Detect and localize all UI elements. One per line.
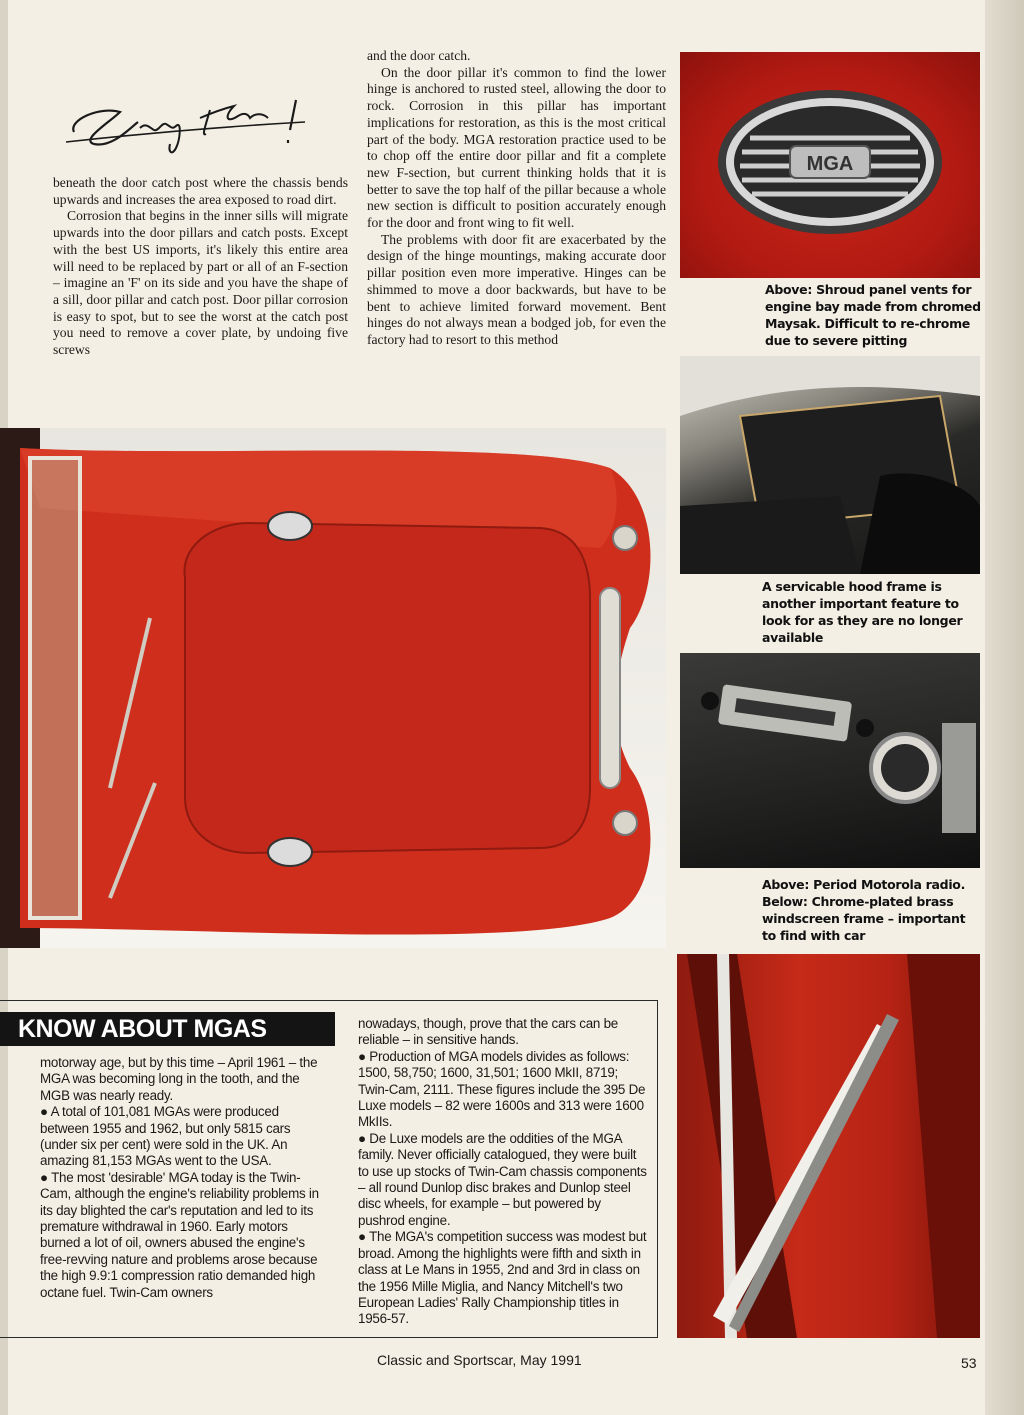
box-paragraph: nowadays, though, prove that the cars can be reliable – in sensitive hands.	[358, 1016, 618, 1048]
publication-footer: Classic and Sportscar, May 1991	[377, 1352, 582, 1368]
photo-motorola-radio	[680, 653, 980, 868]
mga-badge: MGA	[806, 153, 854, 175]
article-paragraph: beneath the door catch post where the chassis bends upwards and increases the area exposed to road dirt.	[53, 175, 348, 207]
page-bleed-right	[985, 0, 1024, 1415]
article-paragraph: On the door pillar it's common to find the lower hinge is anchored to rusted steel, allowing the door to rock. Corrosion in this pillar has important implications for restoration, as this is the most critical part of the body. MGA restoration practice used to be to chop off the entire door pillar and fit a complete new F-section, but current thinking holds that it is better to save the top half of the pillar because a whole new section is difficult to position accurately enough for the door and front wing to fit well.	[367, 64, 666, 231]
box-paragraph: ● Production of MGA models divides as follows: 1500, 58,750; 1600, 31,501; 1600 MkII, 8719; Twin-Cam, 2111. These figures include the 395 De Luxe models – 82 were 1600s and 313 were 1600 MkIIs.	[358, 1048, 646, 1130]
caption-vent: Above: Shroud panel vents for engine bay made from chromed Maysak. Difficult to re-chrome due to severe pitting	[765, 282, 981, 348]
box-column-right	[358, 1016, 650, 1328]
article-paragraph: and the door catch.	[367, 48, 471, 63]
box-paragraph: ● A total of 101,081 MGAs were produced between 1955 and 1962, but only 5815 cars (under six per cent) were sold in the UK. An amazing 81,153 MGAs went to the USA.	[40, 1104, 291, 1169]
box-column-left	[40, 1055, 330, 1301]
photo-shroud-vent	[680, 52, 980, 278]
article-column-middle	[367, 48, 666, 349]
article-column-left	[53, 175, 348, 359]
box-paragraph: motorway age, but by this time – April 1961 – the MGA was becoming long in the tooth, and the MGB was nearly ready.	[40, 1055, 318, 1103]
caption-radio: Above: Period Motorola radio. Below: Chrome-plated brass windscreen frame – important to find with car	[762, 877, 966, 943]
box-paragraph: ● The MGA's competition success was modest but broad. Among the highlights were fifth and sixth in class at Le Mans in 1955, 2nd and 3rd in class on the 1956 Mille Miglia, and Nancy Mitchell's two European Ladies' Rally Championship titles in 1956-57.	[358, 1229, 647, 1327]
page-number: 53	[961, 1355, 977, 1371]
photo-hood-frame	[680, 356, 980, 574]
article-paragraph: The problems with door fit are exacerbated by the design of the hinge mountings, making accurate door pillar position even more imperative. Hinges can be shimmed to move a door backwards, but have to be bent to achieve limited forward movement. Bent hinges do not always mean a bodged job, for even the factory had to resort to this method	[367, 231, 666, 347]
safety-fast-logo	[60, 92, 330, 162]
box-paragraph: ● The most 'desirable' MGA today is the Twin-Cam, although the engine's reliability problems in its day blighted the car's reputation and led to its premature withdrawal in 1960. Early motors burned a lot of oil, owners abused the engine's free-revving nature and problems arose because the high 9.9:1 compression ratio demanded high octane fuel. Twin-Cam owners	[40, 1169, 319, 1300]
caption-hood: A servicable hood frame is another important feature to look for as they are no longer available	[762, 579, 963, 645]
box-title: KNOW ABOUT MGAS	[0, 1012, 335, 1046]
photo-windscreen-frame	[677, 954, 980, 1338]
photo-mga-overhead	[0, 428, 666, 948]
box-paragraph: ● De Luxe models are the oddities of the MGA family. Never officially catalogued, they were built to use up stocks of Twin-Cam chassis components – all round Dunlop disc brakes and Dunlop steel disc wheels, for example – but powered by pushrod engine.	[358, 1130, 647, 1228]
article-paragraph: Corrosion that begins in the inner sills will migrate upwards into the door pillars and catch posts. Except with the best US imports, it's likely this entire area will need to be replaced by part or all of an F-section – imagine an 'F' on its side and you have the shape of a sill, door pillar and catch post. Door pillar corrosion is easy to spot, but to see the worst at the catch post you need to remove a cover plate, by undoing five screws	[53, 208, 348, 358]
